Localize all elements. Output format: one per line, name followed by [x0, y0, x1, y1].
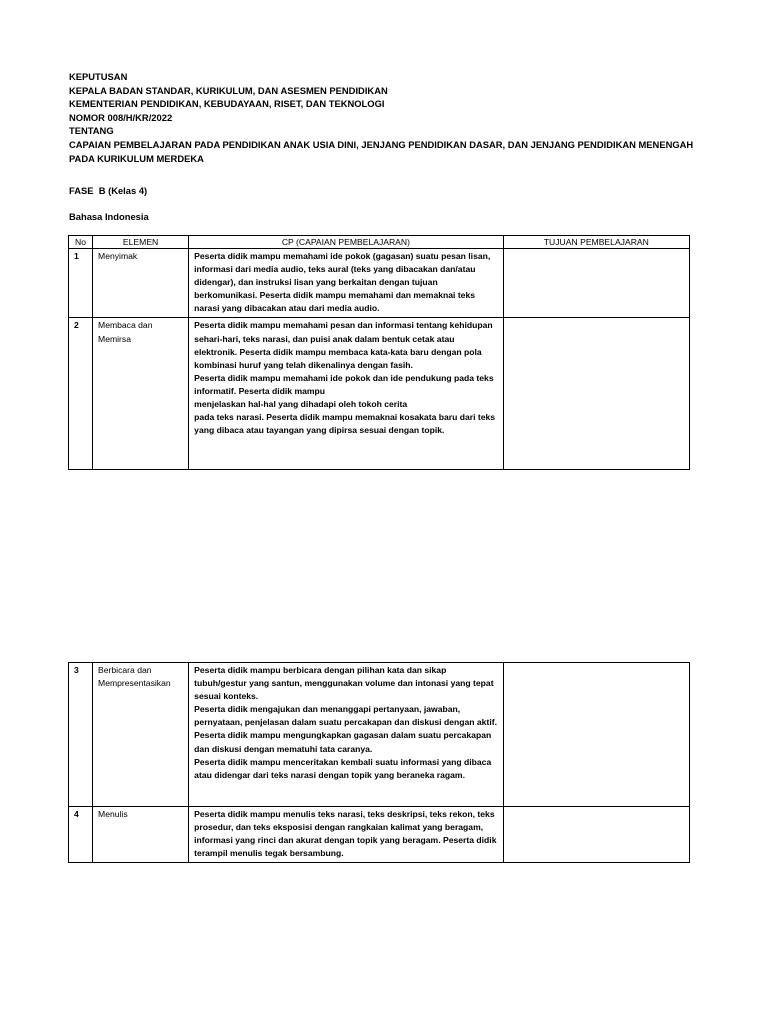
cp-table-part-1 — [68, 235, 690, 470]
row-number: 3 — [69, 663, 93, 807]
header-cp: CP (CAPAIAN PEMBELAJARAN) — [189, 236, 504, 249]
subject-label: Bahasa Indonesia — [69, 211, 149, 222]
table-row — [69, 663, 690, 807]
cp-paragraph: Peserta didik mampu berbicara dengan pilihan kata dan sikap tubuh/gestur yang santun, menggunakan volume dan intonasi yang tepat sesuai konteks. — [194, 665, 494, 702]
table-row — [69, 318, 690, 470]
cp-paragraph: menjelaskan hal-hal yang dihadapi oleh tokoh cerita — [194, 399, 408, 410]
cp-paragraph: pada teks narasi. Peserta didik mampu memaknai kosakata baru dari teks yang dibaca atau tayangan yang dipirsa sesuai dengan topik. — [194, 412, 496, 436]
row-tujuan — [503, 249, 689, 318]
header-line: KEPALA BADAN STANDAR, KURIKULUM, DAN ASESMEN PENDIDIKAN — [69, 84, 388, 96]
header-line: NOMOR 008/H/KR/2022 — [69, 111, 173, 123]
row-tujuan — [503, 318, 689, 470]
row-cp — [189, 663, 504, 807]
header-no: No — [69, 236, 93, 249]
cp-paragraph: Peserta didik mengajukan dan menanggapi pertanyaan, jawaban, pernyataan, penjelasan dalam suatu percakapan dan diskusi dengan aktif. — [194, 704, 497, 728]
row-elemen: Membaca dan Memirsa — [93, 318, 189, 470]
header-line: KEPUTUSAN — [69, 71, 128, 82]
cp-paragraph: Peserta didik mampu menceritakan kembali suatu informasi yang dibaca atau didengar dari teks narasi dengan topik yang beraneka ragam. — [194, 756, 492, 780]
table-header-row — [69, 236, 690, 249]
row-elemen: Berbicara dan Mempresentasikan — [93, 663, 189, 807]
document-header — [69, 70, 709, 165]
header-line: TENTANG — [69, 125, 114, 137]
cp-paragraph: Peserta didik mampu memahami ide pokok dan ide pendukung pada teks informatif. Peserta didik mampu — [194, 372, 494, 396]
cp-table-part-2 — [68, 662, 690, 863]
row-number: 1 — [69, 249, 93, 318]
cp-paragraph: Peserta didik mampu memahami pesan dan informasi tentang kehidupan sehari-hari, teks narasi, dan puisi anak dalam bentuk cetak atau elektronik. Peserta didik mampu membaca kata-kata baru dengan pola kombinasi huruf yang telah dikenalinya dengan fasih. — [194, 320, 493, 370]
fase-label: FASE B (Kelas 4) — [69, 185, 148, 196]
header-elemen: ELEMEN — [93, 236, 189, 249]
cp-paragraph: Peserta didik mampu menulis teks narasi, teks deskripsi, teks rekon, teks prosedur, dan teks eksposisi dengan rangkaian kalimat yang beragam, informasi yang rinci dan akurat dengan topik yang beragam. Peserta didik terampil menulis tegak bersambung. — [194, 809, 497, 859]
row-elemen: Menulis — [93, 807, 189, 863]
row-elemen: Menyimak — [93, 249, 189, 318]
row-number: 4 — [69, 807, 93, 863]
table-row — [69, 249, 690, 318]
document-title: CAPAIAN PEMBELAJARAN PADA PENDIDIKAN ANAK USIA DINI, JENJANG PENDIDIKAN DASAR, DAN JENJANG PENDIDIKAN MENENGAH PADA KURIKULUM MERDEKA — [69, 138, 694, 164]
row-tujuan — [503, 663, 689, 807]
cp-paragraph: Peserta didik mampu memahami ide pokok (gagasan) suatu pesan lisan, informasi dari media audio, teks aural (teks yang dibacakan dan/atau didengar), dan instruksi lisan yang berkaitan dengan tujuan berkomunikasi. Peserta didik mampu memahami dan memaknai teks narasi yang dibacakan atau dari media audio. — [194, 251, 491, 314]
row-number: 2 — [69, 318, 93, 470]
table-row — [69, 807, 690, 863]
row-cp — [189, 807, 504, 863]
cp-paragraph: Peserta didik mampu mengungkapkan gagasan dalam suatu percakapan dan diskusi dengan mematuhi tata caranya. — [194, 730, 492, 754]
row-cp — [189, 318, 504, 470]
header-tujuan: TUJUAN PEMBELAJARAN — [503, 236, 689, 249]
row-tujuan — [503, 807, 689, 863]
header-line: KEMENTERIAN PENDIDIKAN, KEBUDAYAAN, RISET, DAN TEKNOLOGI — [69, 98, 385, 110]
row-cp — [189, 249, 504, 318]
